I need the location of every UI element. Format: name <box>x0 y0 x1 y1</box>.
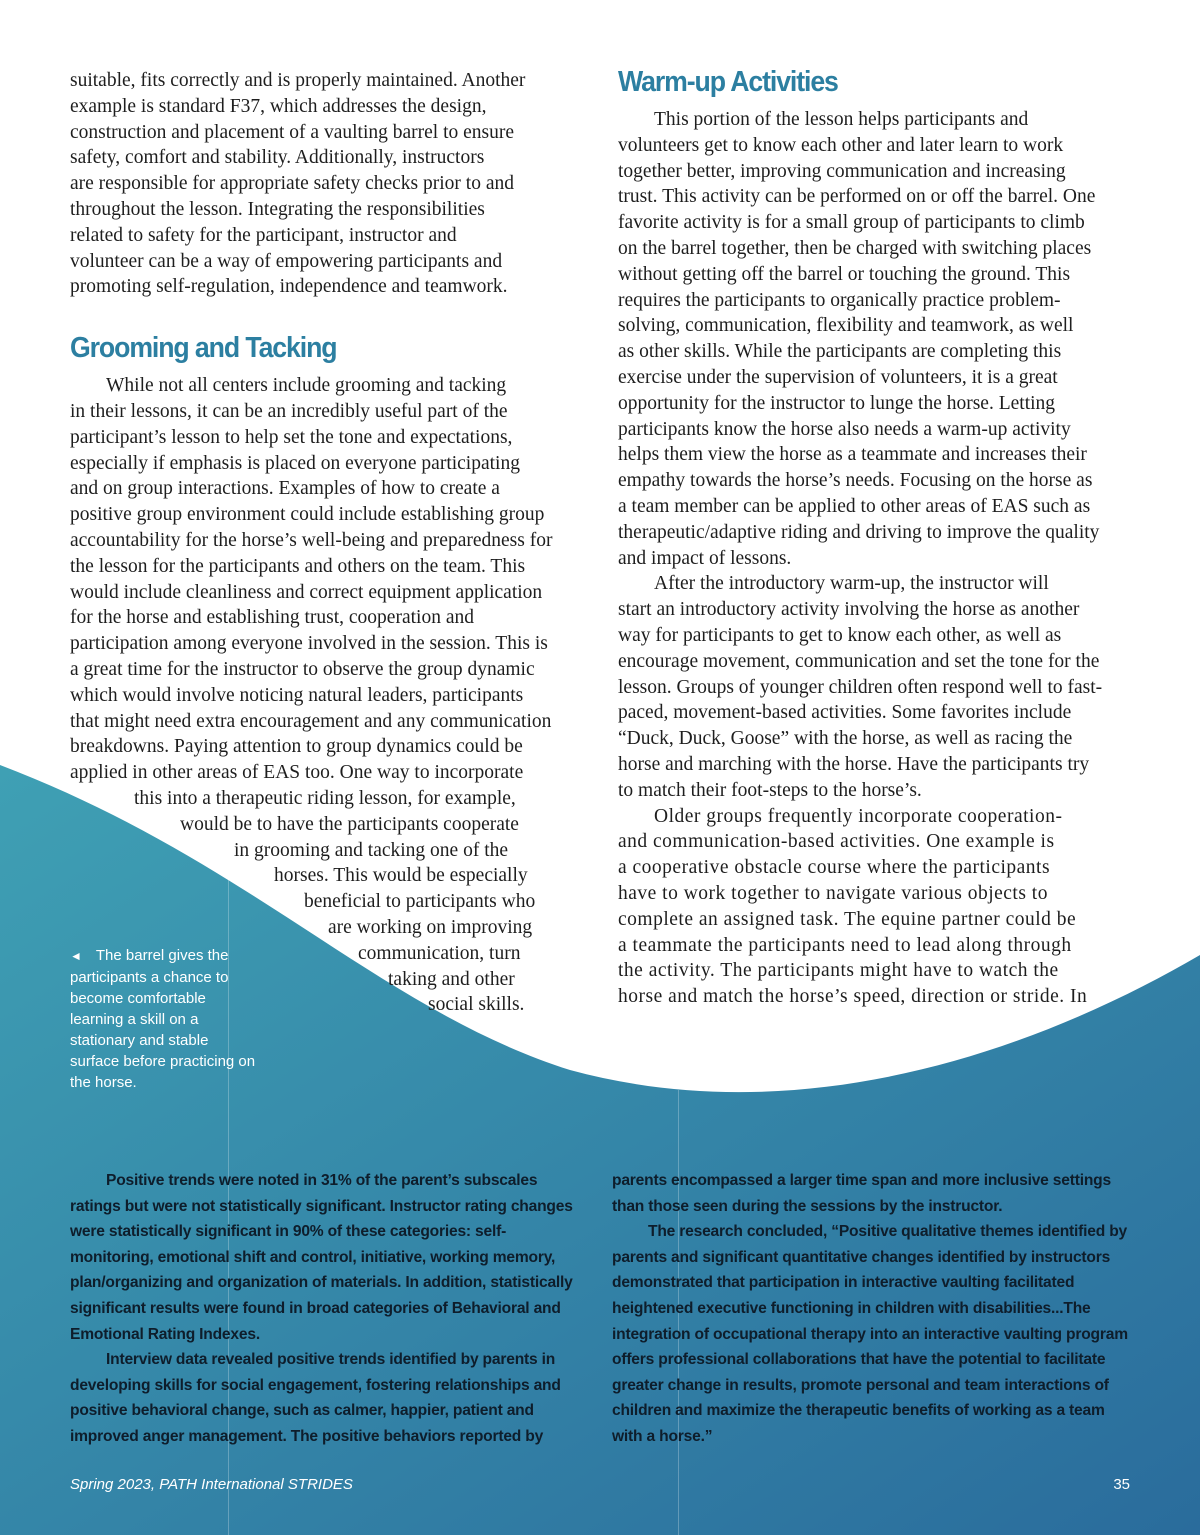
text-line: lesson. Groups of younger children often respond well to fast- <box>618 676 1103 698</box>
text-line: accountability for the horse’s well-being and preparedness for <box>70 529 553 551</box>
text-line: without getting off the barrel or touching the ground. This <box>618 263 1071 285</box>
grooming-heading: Grooming and Tacking <box>70 332 337 365</box>
text-line: breakdowns. Paying attention to group dynamics could be <box>70 736 523 758</box>
text-line: a teammate the participants need to lead along through <box>618 934 1072 956</box>
text-line: a team member can be applied to other areas of EAS such as <box>618 495 1091 517</box>
text-line: volunteer can be a way of empowering participants and <box>70 250 503 272</box>
text-line: and impact of lessons. <box>618 547 792 569</box>
text-line: applied in other areas of EAS too. One way to incorporate <box>70 762 524 784</box>
text-line: After the introductory warm-up, the instructor will <box>654 573 1049 595</box>
text-line: a cooperative obstacle course where the participants <box>618 857 1051 879</box>
text-line: therapeutic/adaptive riding and driving to improve the quality <box>618 521 1100 543</box>
text-line: related to safety for the participant, instructor and <box>70 224 457 246</box>
text-line: opportunity for the instructor to lunge the horse. Letting <box>618 392 1056 414</box>
text-line: promoting self-regulation, independence and teamwork. <box>70 276 508 298</box>
research-quote: The research concluded, “Positive qualitative themes identified by parents and significant quantitative changes identified by instructors demonstrated that participation in interactive vaulting facilitated heightened executive functioning in children with disabilities...The integration of occupational therapy into an interactive vaulting program offers professional collaborations that have the potential to facilitate greater change in results, promote personal and team interactions of children and maximize the therapeutic benefits of working as a team with a horse.” <box>612 1223 1128 1445</box>
text-line: taking and other <box>388 968 515 990</box>
text-line: While not all centers include grooming and tacking <box>106 375 507 397</box>
caption-text: The barrel gives the participants a chance to become comfortable learning a skill on a stationary and stable surface before practicing on the horse. <box>70 947 256 1091</box>
intro-paragraph <box>70 68 590 300</box>
text-line: horse and marching with the horse. Have the participants try <box>618 753 1090 775</box>
warmup-heading: Warm-up Activities <box>618 66 838 98</box>
text-line: volunteers get to know each other and later learn to work <box>618 134 1064 156</box>
text-line: participant’s lesson to help set the tone and expectations, <box>70 426 513 448</box>
research-paragraph: Positive trends were noted in 31% of the parent’s subscales ratings but were not statistically significant. Instructor rating changes were statistically significant in 90% of these categories: self-monitoring, emotional shift and control, initiative, working memory, plan/organizing and organization of materials. In addition, statistically significant results were found in broad categories of Behavioral and Emotional Rating Indexes. <box>70 1172 573 1343</box>
warmup-paragraph-2 <box>618 571 1138 803</box>
text-line: have to work together to navigate various objects to <box>618 882 1048 904</box>
text-line: on the barrel together, then be charged with switching places <box>618 237 1092 259</box>
right-column <box>618 66 1138 1010</box>
text-line: paced, movement-based activities. Some favorites include <box>618 702 1072 724</box>
text-line: positive group environment could include establishing group <box>70 504 545 526</box>
text-line: and communication-based activities. One example is <box>618 831 1055 853</box>
text-line: favorite activity is for a small group of participants to climb <box>618 212 1085 234</box>
text-line: are working on improving <box>328 916 533 938</box>
photo-caption <box>70 945 260 1093</box>
text-line: horse and match the horse’s speed, direction or stride. In <box>618 986 1088 1008</box>
text-line: the lesson for the participants and others on the team. This <box>70 555 526 577</box>
research-left-column <box>70 1168 586 1450</box>
text-line: participants know the horse also needs a warm-up activity <box>618 418 1071 440</box>
text-line: are responsible for appropriate safety checks prior to and <box>70 173 514 195</box>
text-line: safety, comfort and stability. Additionally, instructors <box>70 147 485 169</box>
grooming-paragraph <box>70 373 590 1018</box>
page-number: 35 <box>1113 1476 1130 1493</box>
text-line: horses. This would be especially <box>274 865 528 887</box>
text-line: start an introductory activity involving the horse as another <box>618 599 1080 621</box>
text-line: a great time for the instructor to observe the group dynamic <box>70 658 535 680</box>
text-line: in grooming and tacking one of the <box>234 839 509 861</box>
text-line: empathy towards the horse’s needs. Focusing on the horse as <box>618 470 1093 492</box>
text-line: suitable, fits correctly and is properly maintained. Another <box>70 70 526 91</box>
text-line: and on group interactions. Examples of how to create a <box>70 478 500 500</box>
text-line: as other skills. While the participants are completing this <box>618 341 1062 363</box>
text-line: would be to have the participants cooperate <box>180 813 519 835</box>
research-paragraph: parents encompassed a larger time span and more inclusive settings than those seen during the sessions by the instructor. <box>612 1172 1111 1215</box>
warmup-paragraph-1 <box>618 107 1138 571</box>
text-line: exercise under the supervision of volunteers, it is a great <box>618 366 1058 388</box>
text-line: trust. This activity can be performed on or off the barrel. One <box>618 186 1096 208</box>
text-line: encourage movement, communication and set the tone for the <box>618 650 1100 672</box>
text-line: which would involve noticing natural leaders, participants <box>70 684 524 706</box>
text-line: Older groups frequently incorporate cooperation- <box>654 805 1063 827</box>
text-line: beneficial to participants who <box>304 891 536 913</box>
research-right-column <box>612 1168 1134 1450</box>
text-line: would include cleanliness and correct equipment application <box>70 581 543 603</box>
text-line: helps them view the horse as a teammate and increases their <box>618 444 1087 466</box>
text-line: communication, turn <box>358 942 521 964</box>
research-paragraph: Interview data revealed positive trends identified by parents in developing skills for social engagement, fostering relationships and positive behavioral change, such as calmer, happier, patient and improved anger management. The positive behaviors reported by <box>70 1351 561 1445</box>
text-line: construction and placement of a vaulting barrel to ensure <box>70 121 515 143</box>
text-line: example is standard F37, which addresses the design, <box>70 95 487 117</box>
text-line: that might need extra encouragement and any communication <box>70 710 552 732</box>
text-line: together better, improving communication and increasing <box>618 160 1066 182</box>
text-line: way for participants to get to know each other, as well as <box>618 624 1062 646</box>
warmup-paragraph-3 <box>618 804 1138 1010</box>
text-line: this into a therapeutic riding lesson, for example, <box>134 787 516 809</box>
text-line: the activity. The participants might have to watch the <box>618 960 1059 982</box>
publication-footer: Spring 2023, PATH International STRIDES <box>70 1476 353 1493</box>
text-line: “Duck, Duck, Goose” with the horse, as well as racing the <box>618 728 1073 750</box>
text-line: in their lessons, it can be an incredibly useful part of the <box>70 400 508 422</box>
caption-arrow-icon: ◄ <box>70 949 82 963</box>
text-line: complete an assigned task. The equine partner could be <box>618 908 1077 930</box>
text-line: This portion of the lesson helps participants and <box>654 109 1029 130</box>
text-line: participation among everyone involved in the session. This is <box>70 633 548 655</box>
text-line: solving, communication, flexibility and teamwork, as well <box>618 315 1074 337</box>
text-line: requires the participants to organically practice problem- <box>618 289 1061 311</box>
text-line: social skills. <box>428 994 525 1016</box>
text-line: to match their foot-steps to the horse’s. <box>618 779 922 801</box>
text-line: especially if emphasis is placed on everyone participating <box>70 452 520 474</box>
text-line: for the horse and establishing trust, cooperation and <box>70 607 474 629</box>
text-line: throughout the lesson. Integrating the responsibilities <box>70 198 485 220</box>
left-column <box>70 68 590 1018</box>
